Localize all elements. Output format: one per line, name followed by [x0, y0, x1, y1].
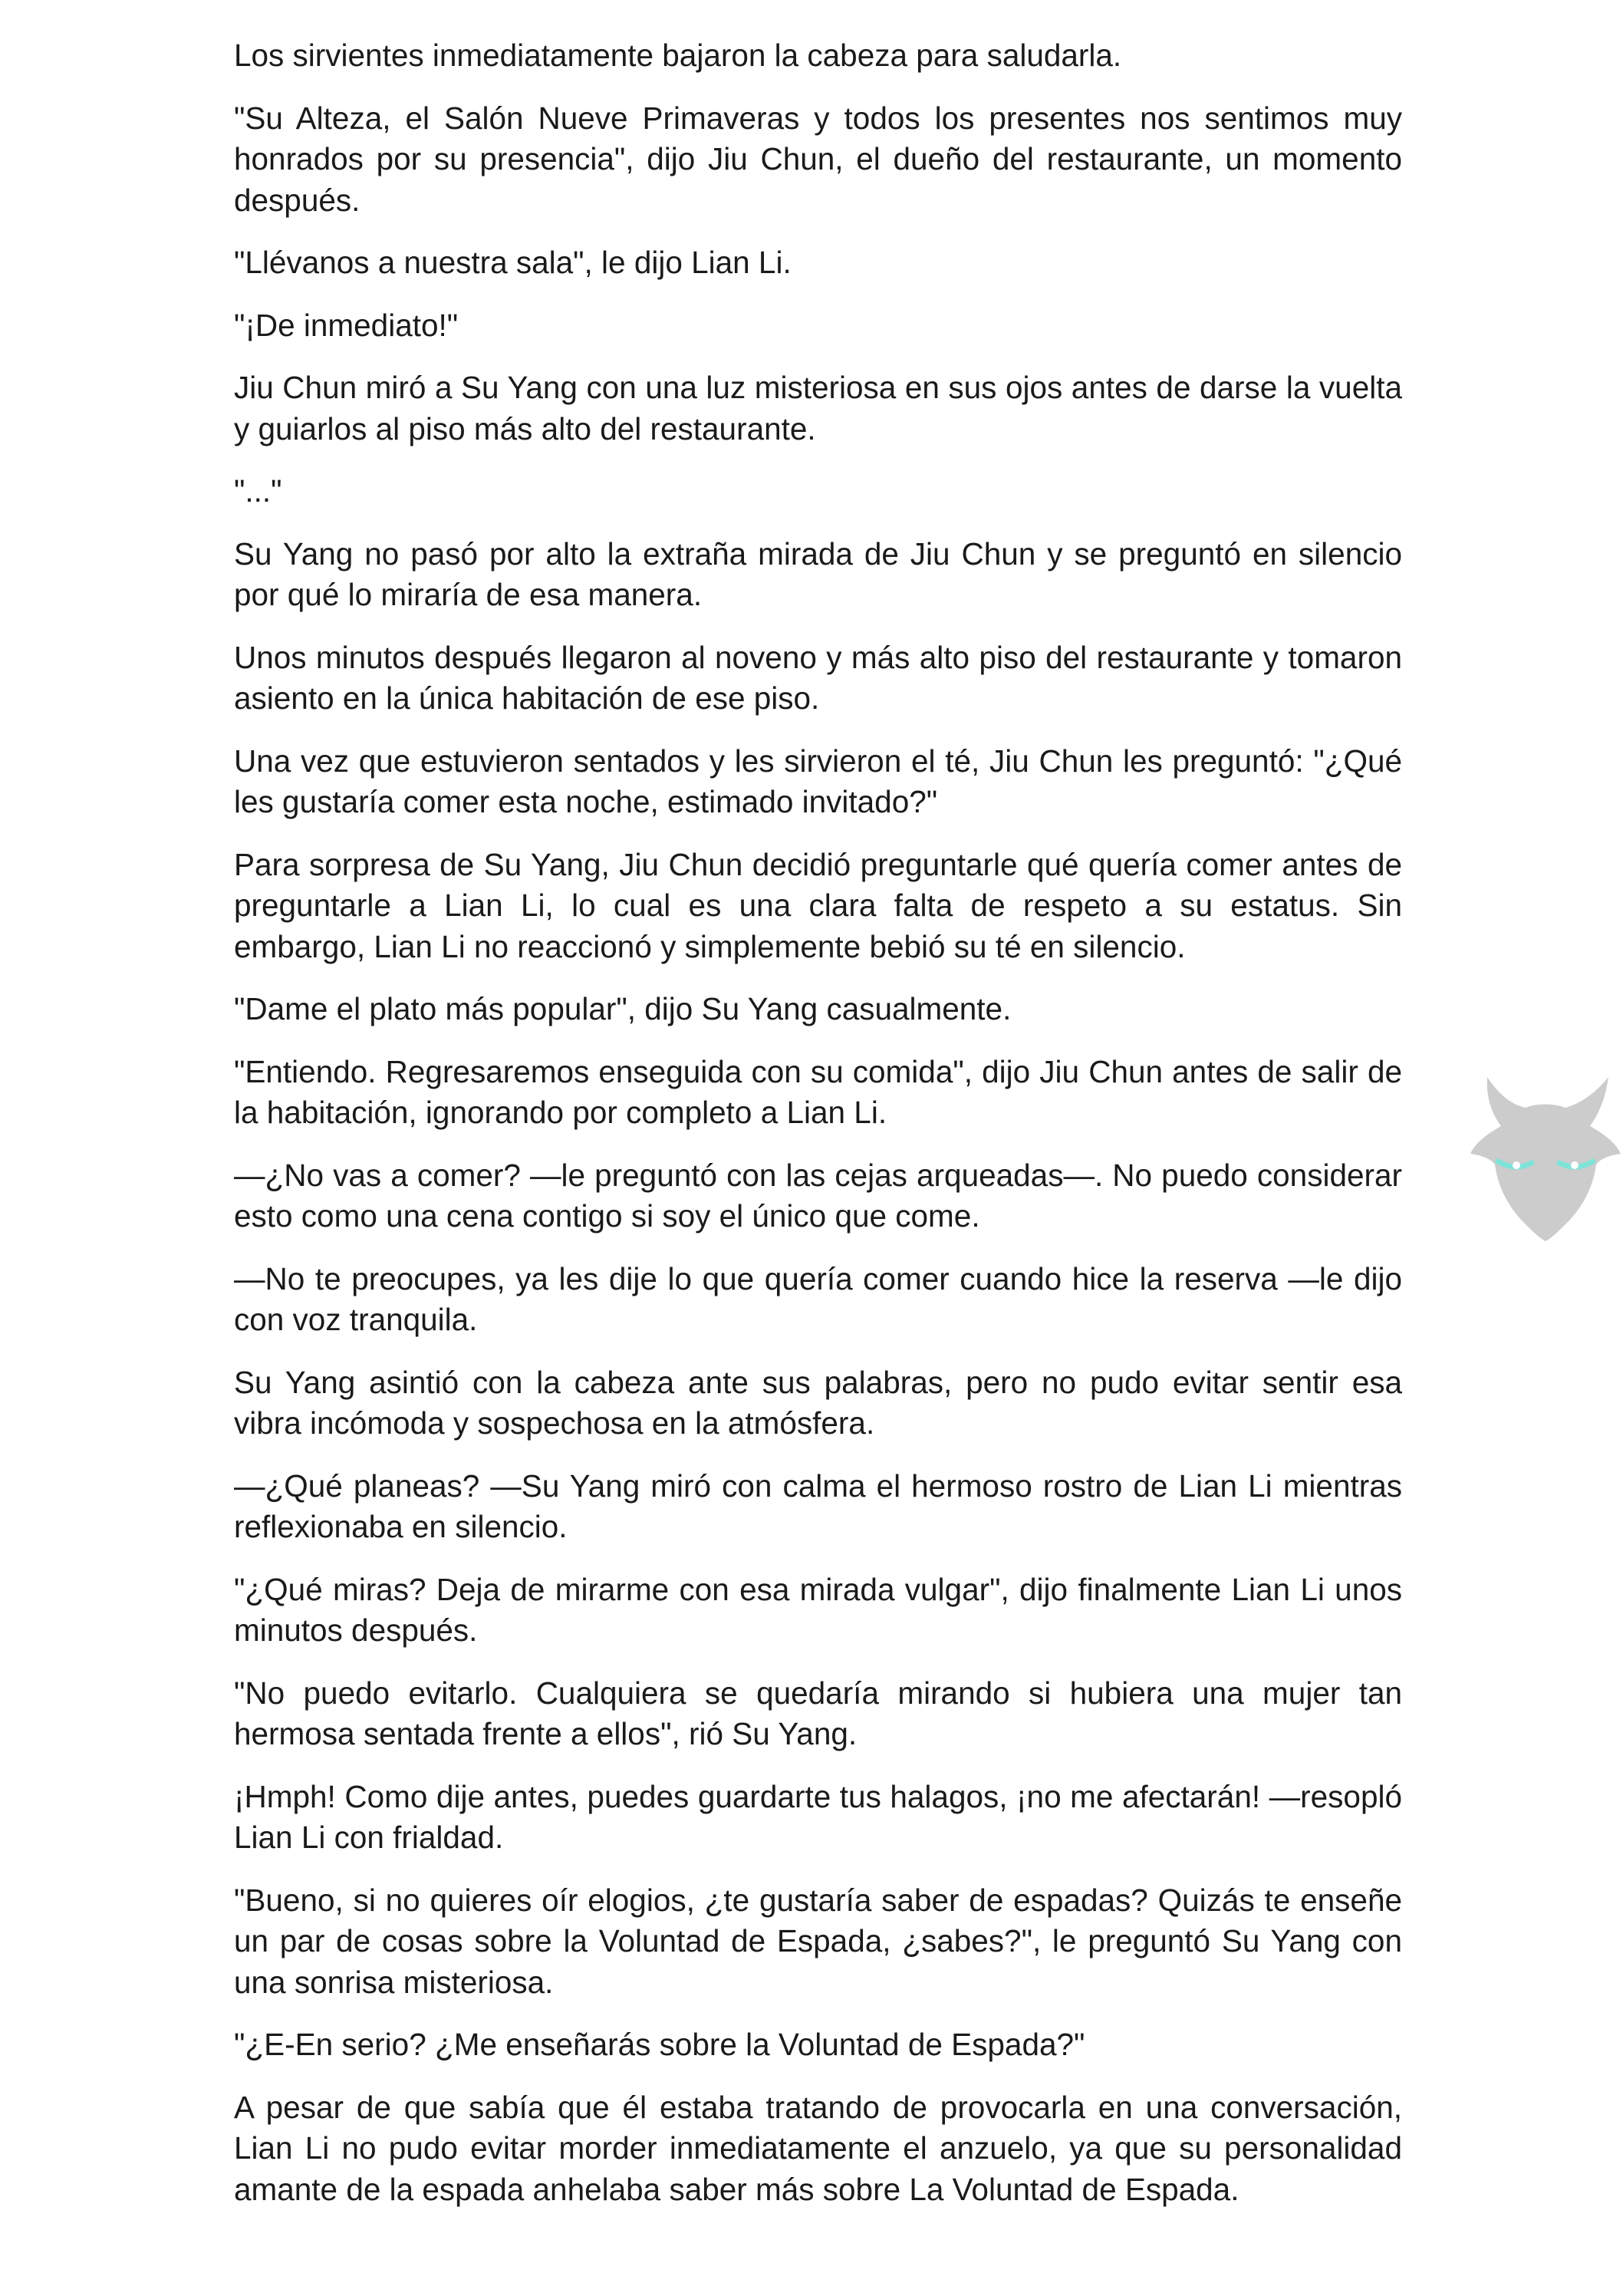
paragraph-12: "Entiendo. Regresaremos enseguida con su comida", dijo Jiu Chun antes de salir de la habitación, ignorando por completo a Lian Li. [234, 1053, 1402, 1130]
paragraph-21: "¿E-En serio? ¿Me enseñarás sobre la Voluntad de Espada?" [234, 2027, 1085, 2062]
body-text [234, 35, 1402, 2232]
paragraph-4: "¡De inmediato!" [234, 307, 459, 343]
paragraph-11: "Dame el plato más popular", dijo Su Yang casualmente. [234, 991, 1012, 1026]
paragraph-7: Su Yang no pasó por alto la extraña mirada de Jiu Chun y se preguntó en silencio por qué lo miraría de esa manera. [234, 535, 1402, 612]
demon-head-icon [1469, 1072, 1622, 1243]
paragraph-22: A pesar de que sabía que él estaba tratando de provocarla en una conversación, Lian Li no pudo evitar morder inmediatamente el anzuelo, ya que su personalidad amante de la espada anhelaba saber más sobre La Voluntad de Espada. [234, 2089, 1402, 2207]
paragraph-5: Jiu Chun miró a Su Yang con una luz misteriosa en sus ojos antes de darse la vuelta y guiarlos al piso más alto del restaurante. [234, 370, 1402, 446]
paragraph-3: "Llévanos a nuestra sala", le dijo Lian Li. [234, 245, 792, 280]
paragraph-1: Los sirvientes inmediatamente bajaron la cabeza para saludarla. [234, 38, 1122, 73]
paragraph-13: —¿No vas a comer? —le preguntó con las cejas arqueadas—. No puedo considerar esto como una cena contigo si soy el único que come. [234, 1157, 1402, 1234]
paragraph-9: Una vez que estuvieron sentados y les sirvieron el té, Jiu Chun les preguntó: "¿Qué les gustaría comer esta noche, estimado invitado?" [234, 743, 1402, 819]
paragraph-17: "¿Qué miras? Deja de mirarme con esa mirada vulgar", dijo finalmente Lian Li unos minutos después. [234, 1571, 1402, 1648]
paragraph-20: "Bueno, si no quieres oír elogios, ¿te gustaría saber de espadas? Quizás te enseñe un par de cosas sobre la Voluntad de Espada, ¿sabes?", le preguntó Su Yang con una sonrisa misteriosa. [234, 1882, 1402, 2000]
paragraph-6: "..." [234, 473, 282, 509]
paragraph-18: "No puedo evitarlo. Cualquiera se quedaría mirando si hubiera una mujer tan hermosa sentada frente a ellos", rió Su Yang. [234, 1675, 1402, 1751]
paragraph-19: ¡Hmph! Como dije antes, puedes guardarte tus halagos, ¡no me afectarán! —resopló Lian Li con frialdad. [234, 1778, 1402, 1855]
paragraph-15: Su Yang asintió con la cabeza ante sus palabras, pero no pudo evitar sentir esa vibra incómoda y sospechosa en la atmósfera. [234, 1364, 1402, 1441]
paragraph-2: "Su Alteza, el Salón Nueve Primaveras y todos los presentes nos sentimos muy honrados por su presencia", dijo Jiu Chun, el dueño del restaurante, un momento después. [234, 100, 1402, 218]
paragraph-8: Unos minutos después llegaron al noveno y más alto piso del restaurante y tomaron asiento en la única habitación de ese piso. [234, 639, 1402, 716]
paragraph-10: Para sorpresa de Su Yang, Jiu Chun decidió preguntarle qué quería comer antes de preguntarle a Lian Li, lo cual es una clara falta de respeto a su estatus. Sin embargo, Lian Li no reaccionó y simplemente bebió su té en silencio. [234, 846, 1402, 964]
paragraph-16: —¿Qué planeas? —Su Yang miró con calma el hermoso rostro de Lian Li mientras reflexionaba en silencio. [234, 1468, 1402, 1544]
paragraph-14: —No te preocupes, ya les dije lo que quería comer cuando hice la reserva —le dijo con voz tranquila. [234, 1260, 1402, 1337]
